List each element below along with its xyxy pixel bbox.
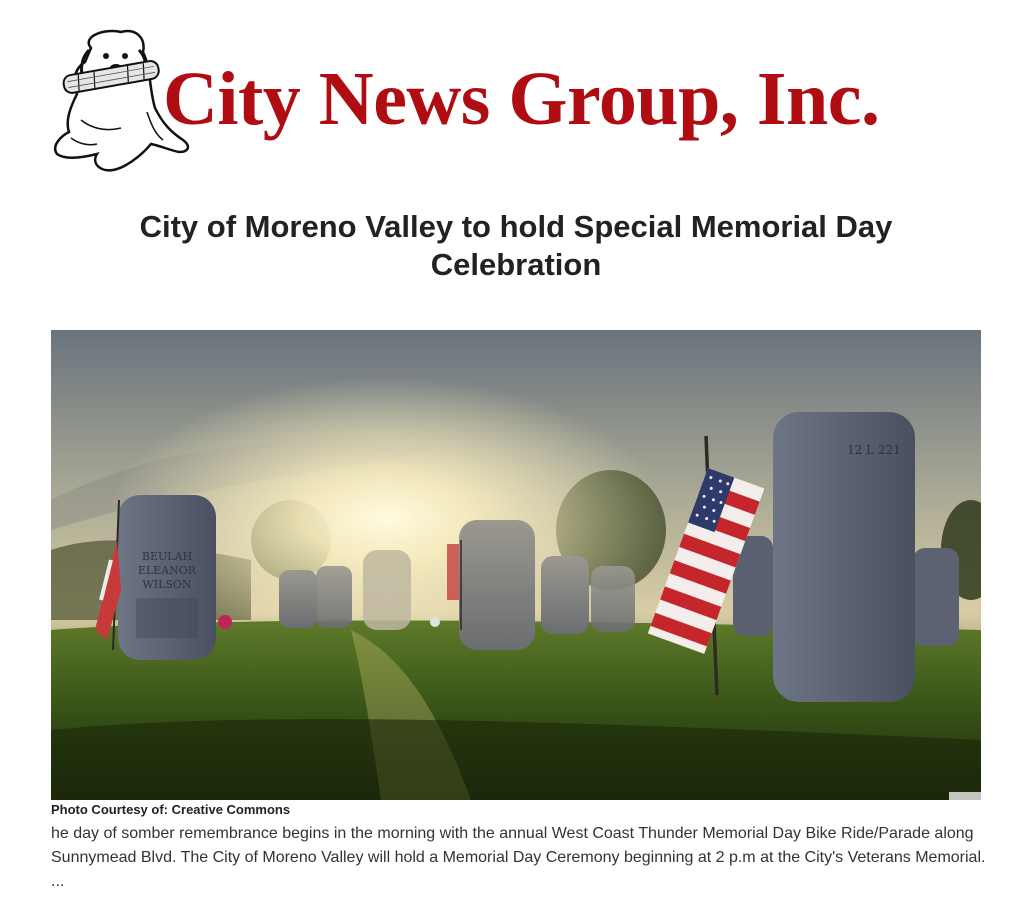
photo-credit (51, 802, 290, 817)
site-logo-text[interactable]: City News Group, Inc. (163, 57, 880, 141)
article-title[interactable]: City of Moreno Valley to hold Special Memorial Day Celebration (139, 209, 893, 282)
photo-credit-source: Creative Commons (171, 802, 291, 817)
photo-credit-label: Photo Courtesy of: (51, 802, 168, 817)
article-excerpt: he day of somber remembrance begins in the morning with the annual West Coast Thunder Memorial Day Bike Ride/Parade along Sunnymead Blvd. The City of Moreno Valley will hold a Memorial Day Ceremony beginning at 2 p.m at the City's Veterans Memorial. ... (51, 825, 986, 890)
svg-text:BEULAH: BEULAH (141, 550, 193, 563)
article-photo[interactable] (51, 330, 981, 800)
cemetery-flags-photo (51, 330, 981, 800)
svg-text:ELEANOR: ELEANOR (137, 564, 197, 577)
svg-text:12 L 221: 12 L 221 (847, 443, 901, 457)
site-header[interactable] (51, 28, 981, 174)
svg-text:WILSON: WILSON (142, 578, 192, 591)
